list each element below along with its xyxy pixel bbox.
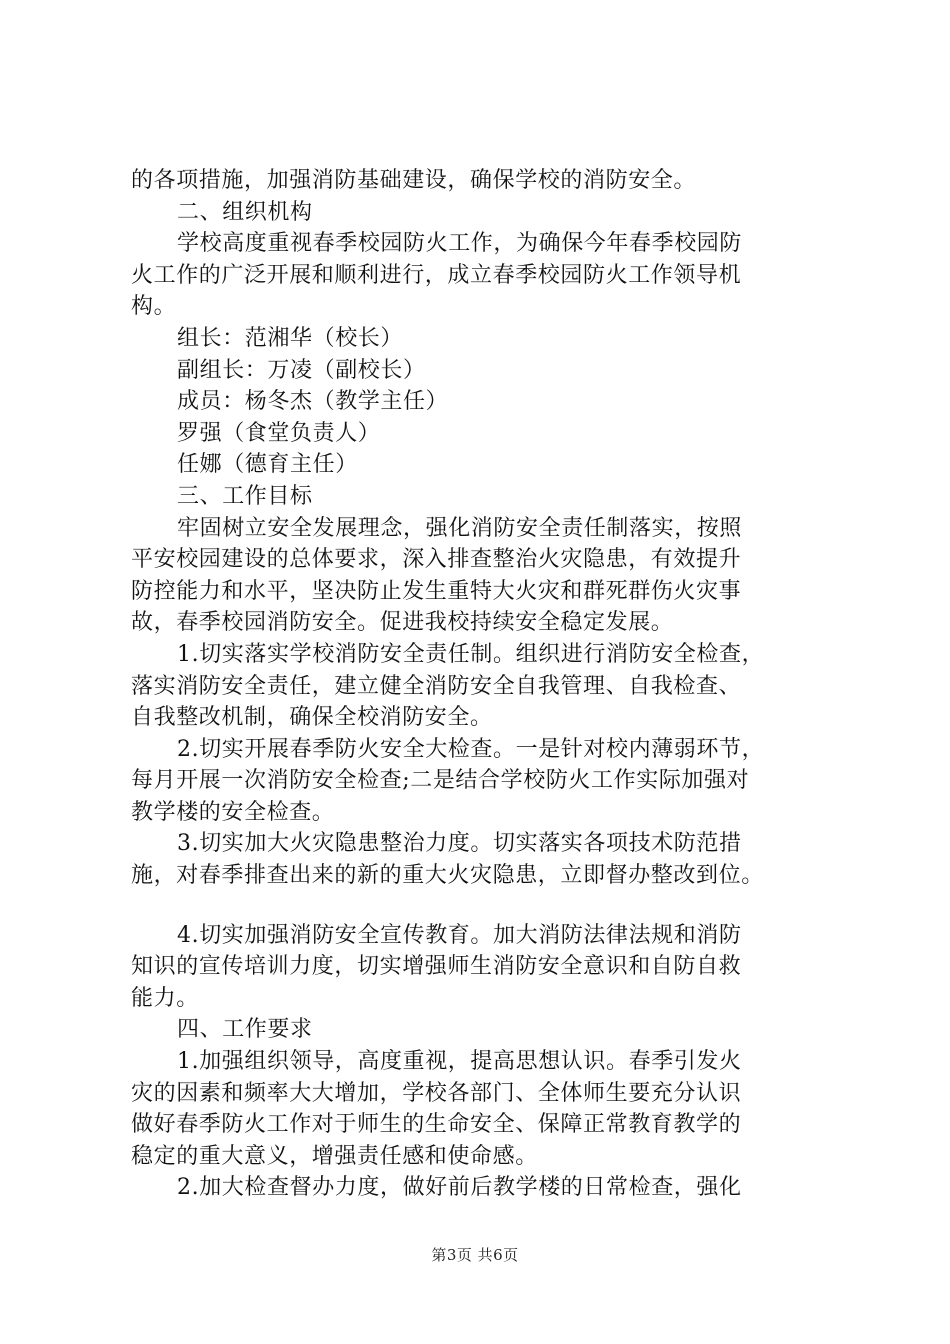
text-line: 自我整改机制，确保全校消防安全。 [131, 705, 493, 731]
page-footer: 第3页 共6页 [431, 1246, 519, 1264]
text-line: 做好春季防火工作对于师生的生命安全、保障正常教育教学的 [131, 1112, 742, 1138]
text-line: 成员：杨冬杰（教学主任） [177, 389, 449, 415]
text-line: 二、组织机构 [177, 199, 313, 225]
text-line: 的各项措施，加强消防基础建设，确保学校的消防安全。 [131, 168, 697, 193]
text-line: 火工作的广泛开展和顺利进行，成立春季校园防火工作领导机 [131, 262, 742, 288]
text-line: 3.切实加大火灾隐患整治力度。切实落实各项技术防范措 [177, 831, 742, 857]
text-line: 教学楼的安全检查。 [131, 799, 335, 825]
document-body [131, 165, 851, 1204]
text-line: 灾的因素和频率大大增加，学校各部门、全体师生要充分认识 [131, 1080, 742, 1106]
text-line: 牢固树立安全发展理念，强化消防安全责任制落实，按照 [177, 515, 743, 541]
text-line: 知识的宣传培训力度，切实增强师生消防安全意识和自防自救 [131, 954, 742, 980]
text-line: 任娜（德育主任） [177, 452, 358, 478]
text-line: 三、工作目标 [177, 483, 313, 509]
text-line: 罗强（食堂负责人） [177, 420, 381, 446]
paragraph-gap [131, 892, 851, 920]
text-line: 1.加强组织领导，高度重视，提高思想认识。春季引发火 [177, 1049, 742, 1075]
text-line: 平安校园建设的总体要求，深入排查整治火灾隐患，有效提升 [131, 547, 742, 573]
text-line: 落实消防安全责任，建立健全消防安全自我管理、自我检查、 [131, 673, 742, 699]
text-line: 2.切实开展春季防火安全大检查。一是针对校内薄弱环节， [177, 736, 765, 762]
text-line: 4.切实加强消防安全宣传教育。加大消防法律法规和消防 [177, 922, 742, 948]
text-line: 稳定的重大意义，增强责任感和使命感。 [131, 1143, 538, 1169]
text-line: 能力。 [131, 985, 199, 1011]
text-line: 1.切实落实学校消防安全责任制。组织进行消防安全检查， [177, 641, 765, 667]
text-line: 2.加大检查督办力度，做好前后教学楼的日常检查，强化 [177, 1175, 742, 1201]
text-line: 组长：范湘华（校长） [177, 325, 404, 351]
text-line: 构。 [131, 294, 177, 320]
text-line: 学校高度重视春季校园防火工作，为确保今年春季校园防 [177, 231, 743, 257]
text-line: 副组长：万凌（副校长） [177, 357, 426, 383]
text-line: 四、工作要求 [177, 1017, 313, 1043]
text-line: 防控能力和水平，坚决防止发生重特大火灾和群死群伤火灾事 [131, 578, 742, 604]
text-line: 故，春季校园消防安全。促进我校持续安全稳定发展。 [131, 610, 674, 636]
text-line: 每月开展一次消防安全检查;二是结合学校防火工作实际加强对 [131, 768, 750, 794]
text-line: 施，对春季排查出来的新的重大火灾隐患，立即督办整改到位。 [131, 863, 764, 889]
